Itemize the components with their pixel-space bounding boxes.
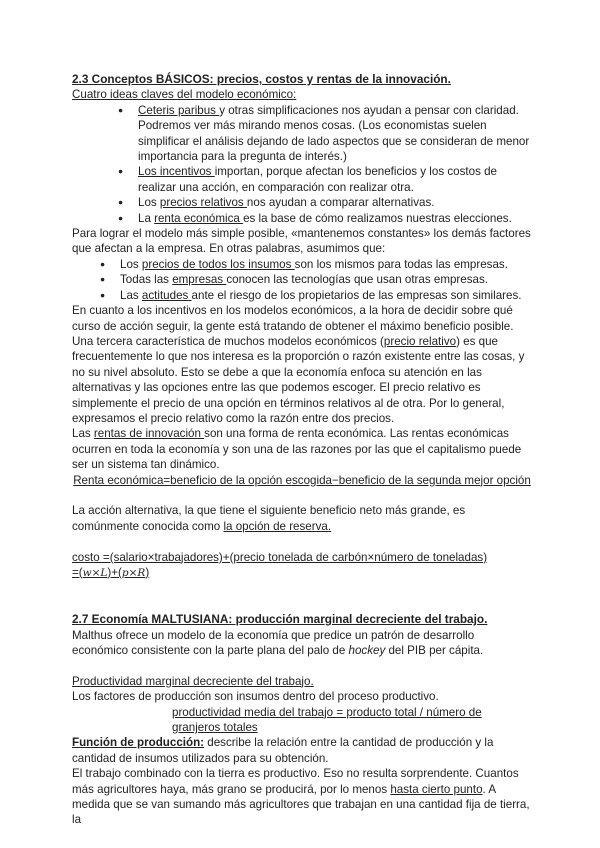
- math: w×L: [82, 566, 108, 579]
- key-ideas-list: [72, 103, 532, 226]
- item-text: ante el riesgo de los propietarios de las empresas son similares.: [191, 288, 522, 302]
- assumptions-list: [72, 257, 532, 303]
- emphasis: hockey: [348, 643, 386, 657]
- term: Ceteris paribus: [138, 103, 220, 117]
- text: son una forma de renta económica. Las rentas económicas ocurren en toda la economía y son una de las razones por las que el capitalismo puede ser un sistema tan dinámico.: [72, 427, 522, 472]
- text: La acción alternativa, la que tiene el siguiente beneficio neto más grande, es comúnmente conocida como: [72, 504, 466, 533]
- list-item: [72, 257, 532, 272]
- formula-economic-rent: Renta económica=beneficio de la opción escogida−beneficio de la segunda mejor opción: [73, 473, 531, 487]
- item-text: La: [138, 211, 155, 225]
- subheading-marginal-productivity: Productividad marginal decreciente del trabajo.: [72, 674, 314, 688]
- term: hasta cierto punto: [390, 782, 483, 796]
- item-text: son los mismos para todas las empresas.: [294, 257, 508, 271]
- text: describe la relación entre la cantidad de producción y la cantidad de insumos utilizados para su obtención.: [72, 736, 494, 765]
- formula-cost: costo =(salario×trabajadores)+(precio tonelada de carbón×número de toneladas): [72, 550, 488, 564]
- item-text: conocen las tecnologías que usan otras empresas.: [226, 273, 488, 287]
- paragraph-factors: Los factores de producción son insumos dentro del proceso productivo.: [72, 690, 439, 704]
- paragraph-innovation-rents: [72, 426, 532, 472]
- section-title-conceptos: 2.3 Conceptos BÁSICOS: precios, costos y rentas de la innovación.: [72, 72, 451, 86]
- math: p×R: [121, 566, 146, 579]
- term: Función de producción:: [72, 736, 205, 750]
- formula-average-productivity: productividad media del trabajo = producto total / número de granjeros totales: [172, 705, 482, 734]
- item-text: Los: [138, 196, 160, 210]
- text: Las: [72, 427, 94, 441]
- text: El trabajo combinado con la tierra es productivo. Eso no resulta sorprendente. Cuantos más agricultores haya, más grano se producirá, por lo menos: [72, 767, 519, 796]
- term: la opción de reserva.: [223, 519, 332, 533]
- paragraph-malthus: [72, 628, 532, 659]
- paragraph-alternative: [72, 503, 532, 534]
- paragraph-labor-land: [72, 766, 532, 828]
- term: precio relativo: [383, 334, 457, 348]
- term: rentas de innovación: [93, 427, 205, 441]
- document-page: [72, 72, 532, 828]
- text: )+(: [107, 565, 122, 579]
- formula-cost-symbolic: [72, 565, 532, 581]
- item-text: nos ayudan a comparar alternativas.: [246, 196, 435, 210]
- term: actitudes: [141, 288, 192, 302]
- text: ): [145, 565, 150, 579]
- term: Los incentivos: [138, 165, 215, 179]
- text: Una tercera característica de muchos modelos económicos (: [72, 334, 384, 348]
- paragraph-model: Para lograr el modelo más simple posible, «mantenemos constantes» los demás factores que afectan a la empresa. En otras palabras, asumimos que:: [72, 227, 531, 256]
- item-text: y otras simplificaciones nos ayudan a pensar con claridad. Podremos ver más mirando menos cosas. (Los economistas suelen simplificar el análisis dejando de lado aspectos que se consideran de menor importancia para la pregunta de interés.): [138, 103, 530, 164]
- item-text: Los: [120, 257, 142, 271]
- term: precios de todos los insumos: [141, 257, 295, 271]
- text: del PIB per cápita.: [385, 643, 484, 657]
- intro-line: Cuatro ideas claves del modelo económico:: [72, 88, 297, 102]
- text: . A medida que se van sumando más agricultores que trabajan en una cantidad fija de tierra, la: [72, 782, 530, 827]
- item-text: Todas las: [120, 273, 173, 287]
- section-title-maltusiana: 2.7 Economía MALTUSIANA: producción marginal decreciente del trabajo.: [72, 612, 488, 627]
- paragraph-production-function: [72, 735, 532, 766]
- list-item: [72, 164, 532, 195]
- text: =(: [72, 565, 83, 579]
- term: empresas: [172, 273, 227, 287]
- term: renta económica: [154, 211, 244, 225]
- list-item: [72, 211, 532, 226]
- list-item: [72, 195, 532, 210]
- list-item: [72, 288, 532, 303]
- item-text: importan, porque afectan los beneficios y los costos de realizar una acción, en comparación con realizar otra.: [138, 165, 497, 194]
- list-item: [72, 272, 532, 287]
- paragraph-incentives: En cuanto a los incentivos en los modelos económicos, a la hora de decidir sobre qué curso de acción seguir, la gente está tratando de obtener el máximo beneficio posible.: [72, 304, 514, 333]
- paragraph-relative-price: [72, 334, 532, 426]
- term: precios relativos: [159, 196, 247, 210]
- list-item: [72, 103, 532, 165]
- text: Malthus ofrece un modelo de la economía que predice un patrón de desarrollo económico consistente con la parte plana del palo de: [72, 628, 475, 657]
- item-text: Las: [120, 288, 142, 302]
- text: ) es que frecuentemente lo que nos interesa es la proporción o razón existente entre las cosas, y no su nivel absoluto. Esto se debe a que la economía enfoca su atención en las alternativas y las opciones entre las que podemos escoger. El precio relativo es simplemente el precio de una opción en términos relativos al de otra. Por lo general, expresamos el precio relativo como la razón entre dos precios.: [72, 334, 525, 425]
- item-text: es la base de cómo realizamos nuestras elecciones.: [243, 211, 512, 225]
